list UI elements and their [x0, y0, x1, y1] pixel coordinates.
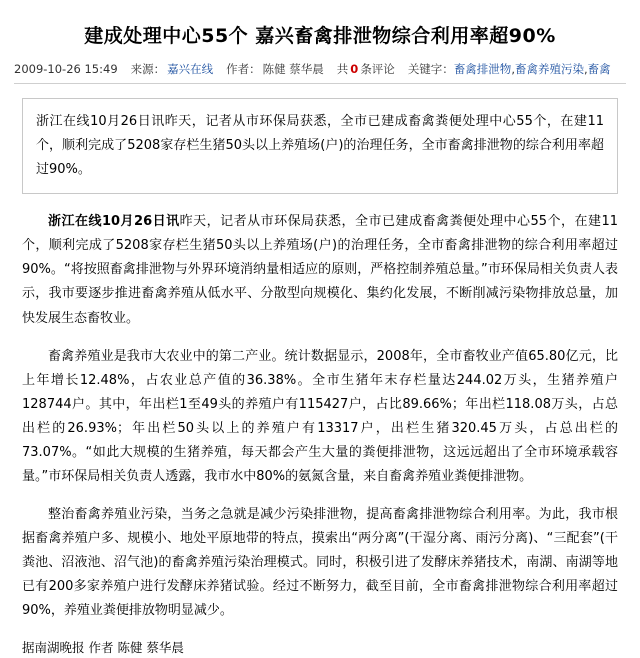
page-title: 建成处理中心55个 嘉兴畜禽排泄物综合利用率超90% [84, 24, 556, 47]
source-info [131, 61, 214, 77]
article-paragraph-1 [22, 210, 618, 330]
author-info [226, 61, 324, 77]
article-page [0, 13, 640, 656]
article-body [22, 210, 618, 623]
article-summary: 浙江在线10月26日讯昨天，记者从市环保局获悉，全市已建成畜禽粪便处理中心55个，在建11个，顺利完成了5208家存栏生猪50头以上养殖场(户)的治理任务，全市畜禽排泄物的综合利用率超过90%。 [22, 98, 618, 194]
keyword-link-2[interactable]: 畜禽养殖污染 [514, 62, 584, 77]
source-link[interactable]: 嘉兴在线 [167, 62, 214, 77]
keyword-separator-2: , [583, 62, 588, 77]
comment-link[interactable] [337, 61, 395, 77]
keyword-label: 关键字： [407, 62, 454, 77]
keyword-separator-1: , [511, 62, 515, 77]
author-label: 作者： [226, 62, 261, 77]
source-label: 来源： [130, 62, 166, 77]
publish-datetime: 2009-10-26 15:49 [14, 62, 118, 77]
article-paragraph-2: 畜禽养殖业是我市大农业中的第二产业。统计数据显示，2008年，全市畜牧业产值65.80亿元，比上年增长12.48%，占农业总产值的36.38%。全市生猪年末存栏量达244.02万头，生猪养殖户128744户。其中，年出栏1至49头的养殖户有115427户，占比89.66%；年出栏118.08万头，占总出栏的26.93%；年出栏50头以上的养殖户有13317户，出栏生猪320.45万头，占总出栏的73.07%。“如此大规模的生猪养殖，每天都会产生大量的粪便排泄物，这远远超出了全市环境承载容量。”市环保局相关负责人透露，我市水中80%的氨氮含量，来自畜禽养殖业粪便排泄物。 [22, 348, 618, 484]
comment-suffix: 条评论 [360, 62, 395, 77]
comment-prefix: 共 [336, 62, 349, 77]
article-paragraph-3: 整治畜禽养殖业污染，当务之急就是减少污染排泄物，提高畜禽排泄物综合利用率。为此，我市根据畜禽养殖户多、规模小、地处平原地带的特点，摸索出“两分离”(干湿分离、雨污分离)、“三配套”(干粪池、沼液池、沼气池)的畜禽养殖污染治理模式。同时，积极引进了发酵床养猪技术，南湖、南湖等地已有200多家养殖户进行发酵床养猪试验。经过不断努力，截至目前，全市畜禽排泄物综合利用率超过90%，养殖业粪便排放物明显减少。 [22, 506, 618, 619]
keyword-list [408, 61, 611, 77]
comment-count: 0 [350, 62, 359, 77]
article-footer-credit: 据南湖晚报 作者 陈健 蔡华晨 [22, 640, 184, 656]
keyword-link-1[interactable]: 畜禽排泄物 [453, 62, 512, 77]
author-value: 陈健 蔡华晨 [262, 62, 324, 77]
paragraph-text: 昨天，记者从市环保局获悉，全市已建成畜禽粪便处理中心55个，在建11个，顺利完成了5208家存栏生猪50头以上养殖场(户)的治理任务，全市畜禽排泄物的综合利用率超过90%。“将按照畜禽排泄物与外界环境消纳量相适应的原则，严格控制养殖总量。”市环保局相关负责人表示，我市要逐步推进畜禽养殖从低水平、分散型向规模化、集约化发展，不断削减污染物排放总量，加快发展生态畜牧业。 [22, 214, 618, 326]
paragraph-lead: 浙江在线10月26日讯 [48, 214, 180, 230]
article-meta-bar [14, 61, 626, 84]
keyword-link-3[interactable]: 畜禽 [587, 62, 611, 77]
